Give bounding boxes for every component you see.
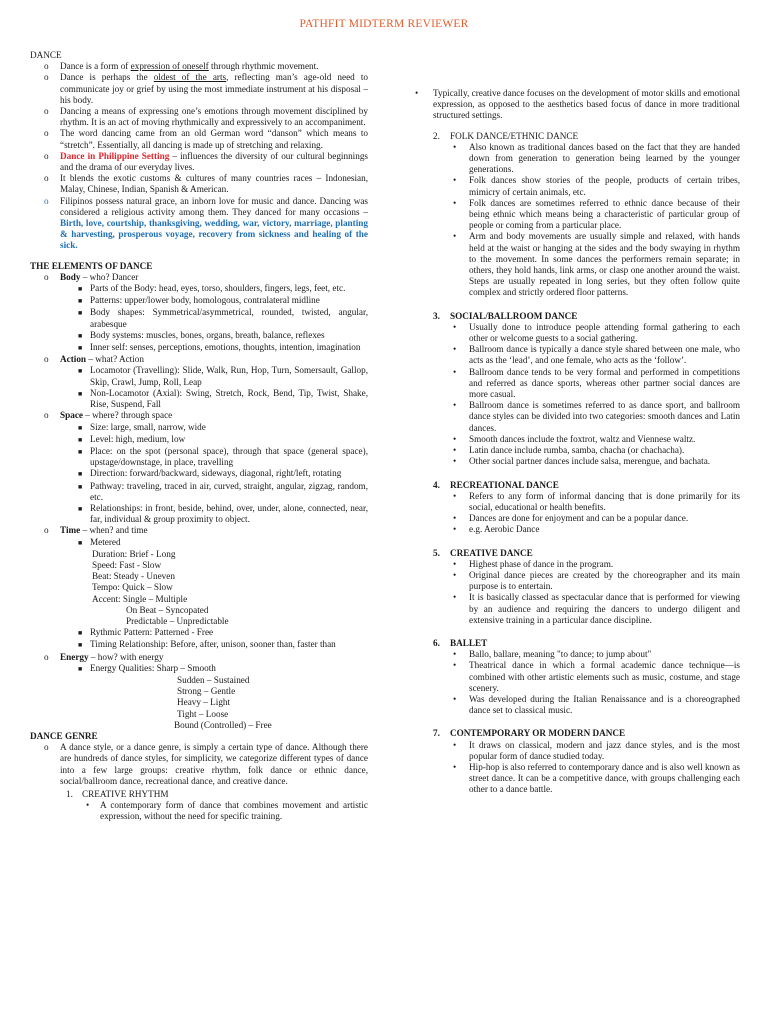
sub-item: ■ Energy Qualities: Sharp – Smooth <box>78 662 216 673</box>
numbered-heading <box>405 638 740 649</box>
list-item: o A dance style, or a dance genre, is simply a certain type of dance. Although there are hundreds of dance styles, for simplicity, we categorize different types of dance into a few large groups: creative rhythm, folk dance or ethnic dance, social/ballroom dance, recreational dance, and creative dance. <box>44 742 368 786</box>
list-item: o Body – who? Dancer <box>44 271 139 282</box>
sub-item: • A contemporary form of dance that combines movement and artistic expression, without the need for specific training. <box>86 800 368 822</box>
bullet-icon: • <box>453 490 457 501</box>
list-item <box>405 367 740 401</box>
list-item-text: Other social partner dances include salsa, merengue, and bachata. <box>469 456 711 467</box>
list-item-text: Folk dances are sometimes referred to ethnic dance because of their being ethnic which means being a characteristic of particular group of people or coming from a particular place. <box>469 197 740 231</box>
numbered-heading <box>405 548 740 559</box>
bullet-icon: • <box>453 400 457 411</box>
energy-line: Heavy – Light <box>177 697 231 708</box>
list-item: o Time – when? and time <box>44 525 148 536</box>
section-title: FOLK DANCE/ETHNIC DANCE <box>450 130 579 141</box>
sub-item: ■ Non-Locamotor (Axial): Swing, Stretch, Rock, Bend, Tip, Twist, Shake, Rise, Suspend, Fall <box>78 387 368 410</box>
list-item <box>405 175 740 197</box>
sub-item: ■ Direction: forward/backward, sideways, diagonal, right/left, rotating <box>78 468 342 479</box>
list-item <box>405 400 740 434</box>
sub-item: ■ Relationships: in front, beside, behind, over, under, alone, connected, near, far, individual & group proximity to object. <box>78 502 368 525</box>
list-item <box>405 198 740 232</box>
bullet-icon: • <box>453 569 457 580</box>
numbered-heading <box>405 728 740 739</box>
bullet-icon: • <box>453 693 457 704</box>
section-title: CONTEMPORARY OR MODERN DANCE <box>450 728 626 739</box>
bullet-icon: • <box>453 513 457 524</box>
section-title: RECREATIONAL DANCE <box>450 479 559 490</box>
bullet-icon: • <box>453 524 457 535</box>
section-number: 6. <box>433 637 440 648</box>
section-title: BALLET <box>450 637 488 648</box>
list-item: o It blends the exotic customs & cultures of many countries races – Indonesian, Malay, Chinese, Indian, Spanish & American. <box>44 173 368 195</box>
list-item-text: Smooth dances include the foxtrot, waltz and Viennese waltz. <box>469 433 696 444</box>
numbered-heading <box>405 311 740 322</box>
sub-item: ■ Place: on the spot (personal space), through that space (general space), upstage/downstage, in place, travelling <box>78 445 368 468</box>
list-item-text: Also known as traditional dances based on the fact that they are handed down from generation to generation being learned by the younger generations. <box>469 141 740 175</box>
list-item: o Filipinos possess natural grace, an inborn love for music and dance. Dancing was considered a religious activity among them. They danced for many occasions – Birth, love, courtship, thanksgiving, wedding, war, victory, marriage, planting & harvesting, prosperous voyage, recovery from sickness and healing of the sick. <box>44 195 368 251</box>
sub-item: ■ Inner self: senses, perceptions, emotions, thoughts, intention, imagination <box>78 342 361 353</box>
sub-item: ■ Size: large, small, narrow, wide <box>78 421 206 432</box>
list-item <box>405 231 740 298</box>
sub-item: ■ Body systems: muscles, bones, organs, breath, balance, reflexes <box>78 329 325 340</box>
list-item-text: Dances are done for enjoyment and can be a popular dance. <box>469 513 689 524</box>
sub-item: ■ Patterns: upper/lower body, homologous, contralateral midline <box>78 295 320 306</box>
list-item <box>405 344 740 366</box>
list-item-text: Hip-hop is also referred to contemporary dance and is also well known as street dance. It can be a competitive dance, with groups challenging each other to a dance battle. <box>469 761 740 795</box>
list-item-text: It draws on classical, modern and jazz dance styles, and is the most popular form of dance studied today. <box>469 739 740 761</box>
bullet-icon: • <box>453 175 457 186</box>
bullet-icon: • <box>453 761 457 772</box>
bullet-icon: • <box>453 558 457 569</box>
accent-line: On Beat – Syncopated <box>126 604 209 615</box>
bullet-icon: • <box>453 445 457 456</box>
list-item-text: Was developed during the Italian Renaissance and is a choreographed dance set to classical music. <box>469 693 740 716</box>
bullet-icon: • <box>453 649 457 660</box>
list-item-text: Usually done to introduce people attending formal gathering to each other or welcome guests to a social gathering. <box>469 321 740 344</box>
list-item <box>405 649 740 660</box>
bullet-icon: • <box>453 456 457 467</box>
list-item <box>405 694 740 716</box>
list-item <box>405 592 740 626</box>
list-item-text: Refers to any form of informal dancing that is done primarily for its social, educational or health benefits. <box>469 490 740 512</box>
time-line: Speed: Fast - Slow <box>92 559 162 570</box>
energy-line: Tight – Loose <box>177 708 229 719</box>
section-heading-elements: THE ELEMENTS OF DANCE <box>30 260 153 271</box>
list-item-text: Ballo, ballare, meaning "to dance; to jump about" <box>469 649 652 660</box>
time-line: Duration: Brief - Long <box>92 548 176 559</box>
list-item <box>405 570 740 592</box>
list-item <box>405 740 740 762</box>
list-item <box>405 434 740 445</box>
bullet-icon: • <box>453 321 457 332</box>
list-item: o Dance is a form of expression of oneself through rhythmic movement. <box>44 61 319 72</box>
numbered-heading: 1. CREATIVE RHYTHM <box>66 789 169 799</box>
bullet-icon: • <box>453 739 457 750</box>
list-item <box>405 524 740 535</box>
sub-item: ■ Level: high, medium, low <box>78 433 186 444</box>
section-number: 5. <box>433 547 440 558</box>
list-item-text: It is basically classed as spectacular dance that is performed for viewing by an audience and requiring the dancers to undergo diligent and extensive training in a particular dance discipline. <box>469 592 740 625</box>
list-item: o Dancing a means of expressing one’s emotions through movement disciplined by rhythm. It is an act of moving rhythmically and expressively to an accompaniment. <box>44 106 368 128</box>
list-item <box>405 513 740 524</box>
numbered-heading <box>405 131 740 142</box>
sub-item: ■ Pathway: traveling, traced in air, curved, straight, angular, zigzag, random, etc. <box>78 480 368 502</box>
time-line: Accent: Single – Multiple <box>92 593 188 604</box>
sub-item: ■ Body shapes: Symmetrical/asymmetrical, rounded, twisted, angular, arabesque <box>78 307 368 329</box>
list-item-text: Latin dance include rumba, samba, chacha (or chachacha). <box>469 445 685 456</box>
bullet-icon: • <box>453 344 457 355</box>
bullet-icon: • <box>453 433 457 444</box>
list-item: • Typically, creative dance focuses on the development of motor skills and emotional expression, as opposed to the aesthetics based focus of dance in more traditional structured settings. <box>415 88 740 121</box>
list-item: o Space – where? through space <box>44 410 173 421</box>
sub-item: ■ Metered <box>78 536 121 547</box>
list-item-text: Folk dances show stories of the people, products of certain tribes, mimicry of certain animals, etc. <box>469 175 740 197</box>
section-number: 3. <box>433 310 440 321</box>
list-item-text: Ballroom dance is typically a dance style shared between one male, who acts as the ‘lead’, and one female, who acts as the ‘follow’. <box>469 344 740 366</box>
list-item <box>405 456 740 467</box>
energy-line: Strong – Gentle <box>177 686 236 697</box>
numbered-heading <box>405 480 740 491</box>
list-item <box>405 445 740 456</box>
list-item <box>405 559 740 570</box>
list-item-text: Ballroom dance tends to be very formal and performed in competitions and referred as dance sports, whereas other partner social dances are more casual. <box>469 366 740 400</box>
list-item <box>405 491 740 513</box>
bullet-icon: • <box>453 231 457 242</box>
energy-line: Bound (Controlled) – Free <box>174 719 272 730</box>
page-title: PATHFIT MIDTERM REVIEWER <box>299 18 469 30</box>
list-item: o Action – what? Action <box>44 354 144 365</box>
bullet-icon: • <box>453 592 457 603</box>
bullet-icon: • <box>453 141 457 152</box>
accent-line: Predictable – Unpredictable <box>126 615 229 626</box>
right-column <box>405 88 740 796</box>
bullet-icon: • <box>453 366 457 377</box>
section-heading-genre: DANCE GENRE <box>30 730 98 741</box>
section-number: 2. <box>433 130 440 141</box>
section-title: SOCIAL/BALLROOM DANCE <box>450 310 578 321</box>
list-item: o Energy – how? with energy <box>44 651 164 662</box>
bullet-icon: • <box>453 197 457 208</box>
section-number: 7. <box>433 728 440 739</box>
list-item-text: Arm and body movements are usually simple and relaxed, with hands held at the waist or hanging at the sides and the body swaying in rhythm to the movement. In some dances the performers remain separate; in others, they hold hands, link arms, or clasp one another around the waist. Steps are usually repeated in long series, but they often follow quite complex and strictly ordered floor patterns. <box>469 231 740 298</box>
list-item-text: Ballroom dance is sometimes referred to as dance sport, and ballroom dance styles can be divided into two categories: smooth dances and Latin dances. <box>469 400 740 433</box>
bullet-icon: • <box>453 660 457 671</box>
energy-line: Sudden – Sustained <box>177 674 250 685</box>
list-item-text: e.g. Aerobic Dance <box>469 524 540 535</box>
sub-item: ■ Locamotor (Travelling): Slide, Walk, Run, Hop, Turn, Somersault, Gallop, Skip, Crawl, Jump, Roll, Leap <box>78 365 368 387</box>
list-item: o Dance is perhaps the oldest of the arts, reflecting man’s age-old need to communicate joy or grief by using the most immediate instrument at his disposal – his body. <box>44 72 369 105</box>
sub-item: ■ Parts of the Body: head, eyes, torso, shoulders, fingers, legs, feet, etc. <box>78 283 346 294</box>
sub-item: ■ Timing Relationship: Before, after, unison, sooner than, faster than <box>78 639 336 650</box>
list-item <box>405 762 740 796</box>
list-item <box>405 322 740 344</box>
list-item-text: Highest phase of dance in the program. <box>469 558 614 569</box>
time-line: Tempo: Quick – Slow <box>92 582 173 593</box>
section-title: CREATIVE DANCE <box>450 547 533 558</box>
list-item <box>405 660 740 694</box>
section-number: 4. <box>433 479 440 490</box>
sub-item: ■ Rythmic Pattern: Patterned - Free <box>78 627 214 638</box>
time-line: Beat: Steady - Uneven <box>92 571 175 582</box>
list-item: o The word dancing came from an old German word “danson” which means to “stretch”. Essentially, all dancing is made up of stretching and relaxing. <box>44 128 368 150</box>
list-item: o Dance in Philippine Setting – influences the diversity of our cultural beginnings and the drama of our everyday lives. <box>44 150 368 173</box>
list-item <box>405 142 740 176</box>
list-item-text: Original dance pieces are created by the choreographer and its main purpose is to entertain. <box>469 569 740 592</box>
left-column <box>30 50 368 823</box>
section-heading-dance: DANCE <box>30 50 62 60</box>
list-item-text: Theatrical dance in which a formal academic dance technique—is combined with other artistic elements such as music, costume, and stage scenery. <box>469 660 740 693</box>
